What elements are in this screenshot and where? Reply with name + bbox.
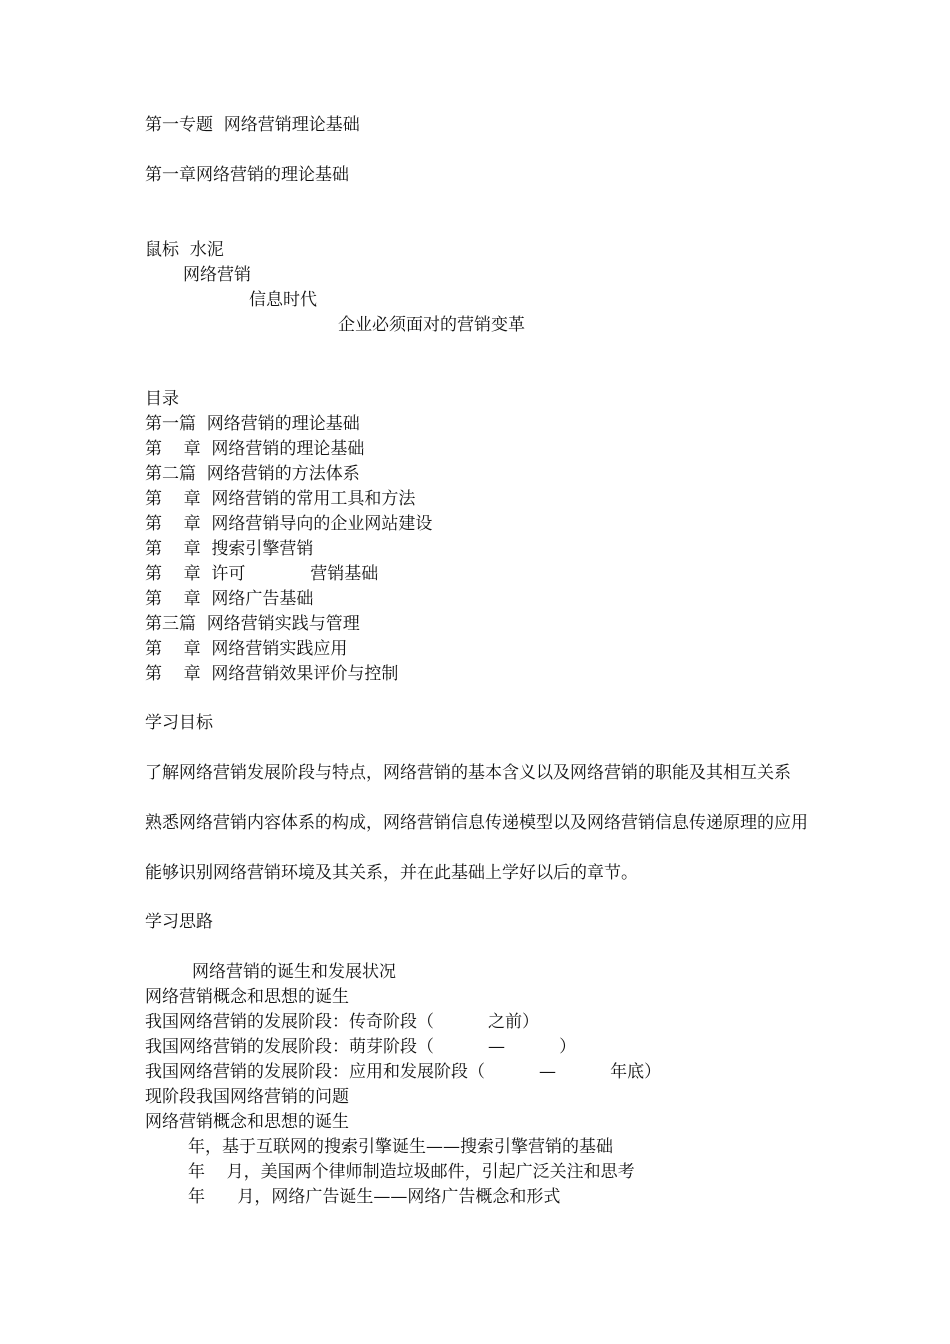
- keyword-line: 企业必须面对的营销变革: [338, 315, 525, 335]
- toc-item: 第二篇 网络营销的方法体系: [145, 464, 360, 484]
- approach-line: 我国网络营销的发展阶段：萌芽阶段（ — ）: [145, 1037, 577, 1057]
- approach-line: 年，基于互联网的搜索引擎诞生——搜索引擎营销的基础: [188, 1137, 613, 1157]
- approach-title: 学习思路: [145, 912, 213, 932]
- objective-item: 能够识别网络营销环境及其关系，并在此基础上学好以后的章节。: [145, 863, 638, 883]
- approach-line: 年 月，美国两个律师制造垃圾邮件，引起广泛关注和思考: [188, 1162, 635, 1182]
- keyword-line: 网络营销: [183, 265, 251, 285]
- approach-line: 我国网络营销的发展阶段：应用和发展阶段（ — 年底）: [145, 1062, 662, 1082]
- toc-item: 第 章 网络营销的理论基础: [145, 439, 365, 459]
- objectives-title: 学习目标: [145, 713, 213, 733]
- approach-line: 网络营销的诞生和发展状况: [192, 962, 396, 982]
- approach-line: 网络营销概念和思想的诞生: [145, 1112, 349, 1132]
- approach-line: 年 月，网络广告诞生——网络广告概念和形式: [188, 1187, 561, 1207]
- keyword-line: 信息时代: [249, 290, 317, 310]
- approach-line: 现阶段我国网络营销的问题: [145, 1087, 349, 1107]
- toc-item: 第 章 网络营销的常用工具和方法: [145, 489, 416, 509]
- toc-item: 第 章 许可 营销基础: [145, 564, 379, 584]
- objective-item: 熟悉网络营销内容体系的构成，网络营销信息传递模型以及网络营销信息传递原理的应用: [145, 813, 808, 833]
- toc-item: 第 章 搜索引擎营销: [145, 539, 314, 559]
- toc-item: 第一篇 网络营销的理论基础: [145, 414, 360, 434]
- toc-item: 第 章 网络营销导向的企业网站建设: [145, 514, 433, 534]
- toc-item: 第 章 网络营销实践应用: [145, 639, 348, 659]
- approach-line: 网络营销概念和思想的诞生: [145, 987, 349, 1007]
- toc-item: 第三篇 网络营销实践与管理: [145, 614, 360, 634]
- toc-item: 第 章 网络广告基础: [145, 589, 314, 609]
- toc-title: 目录: [145, 389, 179, 409]
- chapter-title: 第一章网络营销的理论基础: [145, 165, 349, 185]
- keyword-line: 鼠标 水泥: [145, 240, 224, 260]
- objective-item: 了解网络营销发展阶段与特点，网络营销的基本含义以及网络营销的职能及其相互关系: [145, 763, 791, 783]
- approach-line: 我国网络营销的发展阶段：传奇阶段（ 之前）: [145, 1012, 540, 1032]
- toc-item: 第 章 网络营销效果评价与控制: [145, 664, 399, 684]
- topic-title: 第一专题 网络营销理论基础: [145, 115, 360, 135]
